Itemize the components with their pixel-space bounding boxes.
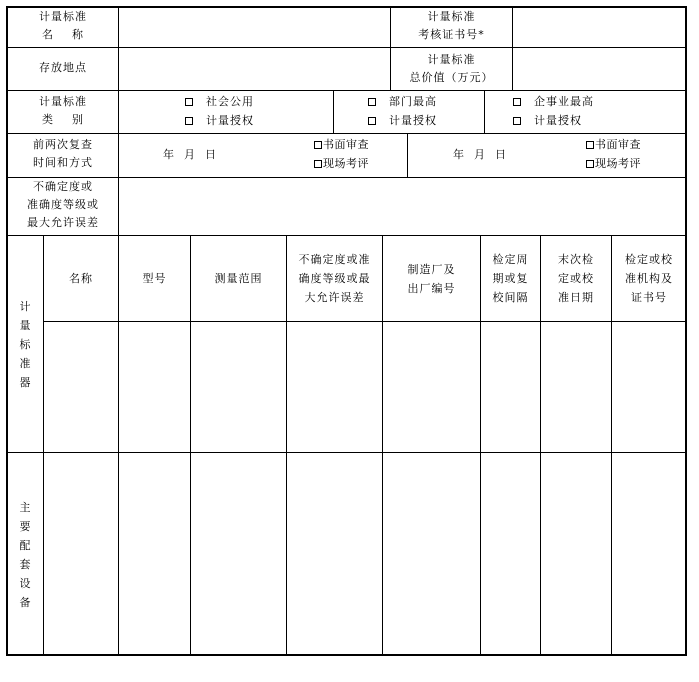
standard-name-label: 计量标准 名 称 [39,10,87,41]
checkbox-icon[interactable] [185,117,193,125]
col-divider [333,90,334,133]
uncertainty-label: 不确定度或 准确度等级或 最大允许误差 [27,180,99,229]
col-divider [407,133,408,177]
checkbox-icon[interactable] [185,98,193,106]
checkbox-icon[interactable] [368,117,376,125]
review-date-2[interactable]: 年 月 日 [453,148,507,161]
auxiliary-equipment-row[interactable] [44,453,686,655]
checkbox-icon[interactable] [314,160,322,168]
review-written-2[interactable]: 书面审查 [586,136,641,154]
checkbox-icon[interactable] [513,98,521,106]
checkbox-icon[interactable] [314,141,322,149]
header-name: 名称 [69,272,93,285]
header-manufacturer: 制造厂及 出厂编号 [407,262,456,295]
checkbox-icon[interactable] [586,160,594,168]
standard-name-field[interactable] [119,8,389,47]
cert-number-field[interactable] [513,8,685,47]
cert-number-label: 计量标准 考核证书号* [418,10,485,41]
review-onsite-2[interactable]: 现场考评 [586,155,641,173]
category-label: 计量标准 类 别 [39,95,87,126]
header-model: 型号 [142,272,167,285]
header-calibration-agency: 检定或校 准机构及 证书号 [625,253,673,304]
previous-review-label: 前两次复查 时间和方式 [33,138,93,169]
header-uncertainty: 不确定度或准 确度等级或最 大允许误差 [298,253,371,304]
option-department-highest[interactable]: 部门最高 [368,93,437,111]
review-written-1[interactable]: 书面审查 [314,136,369,154]
storage-location-label: 存放地点 [39,61,87,74]
header-last-calibration-date: 末次检 定或校 准日期 [558,253,594,304]
checkbox-icon[interactable] [586,141,594,149]
storage-location-field[interactable] [119,48,389,90]
option-authorized-1[interactable]: 计量授权 [185,112,254,130]
checkbox-icon[interactable] [513,117,521,125]
checkbox-icon[interactable] [368,98,376,106]
review-onsite-1[interactable]: 现场考评 [314,155,369,173]
option-social-public[interactable]: 社会公用 [185,93,254,111]
col-divider [484,90,485,133]
row-divider [6,90,687,91]
option-authorized-3[interactable]: 计量授权 [513,112,582,130]
total-value-field[interactable] [513,48,685,90]
header-measurement-range: 测量范围 [214,272,263,285]
option-enterprise-highest[interactable]: 企事业最高 [513,93,594,111]
review-date-1[interactable]: 年 月 日 [163,148,217,161]
row-divider [6,133,687,134]
total-value-label: 计量标准 总价值（万元） [409,53,494,84]
option-authorized-2[interactable]: 计量授权 [368,112,437,130]
standard-instrument-section: 计量标准器 [19,300,31,389]
header-calibration-interval: 检定周 期或复 校间隔 [492,253,529,304]
standard-instrument-row[interactable] [44,322,686,452]
uncertainty-field[interactable] [119,178,685,235]
auxiliary-equipment-section: 主要配套设备 [19,501,31,609]
